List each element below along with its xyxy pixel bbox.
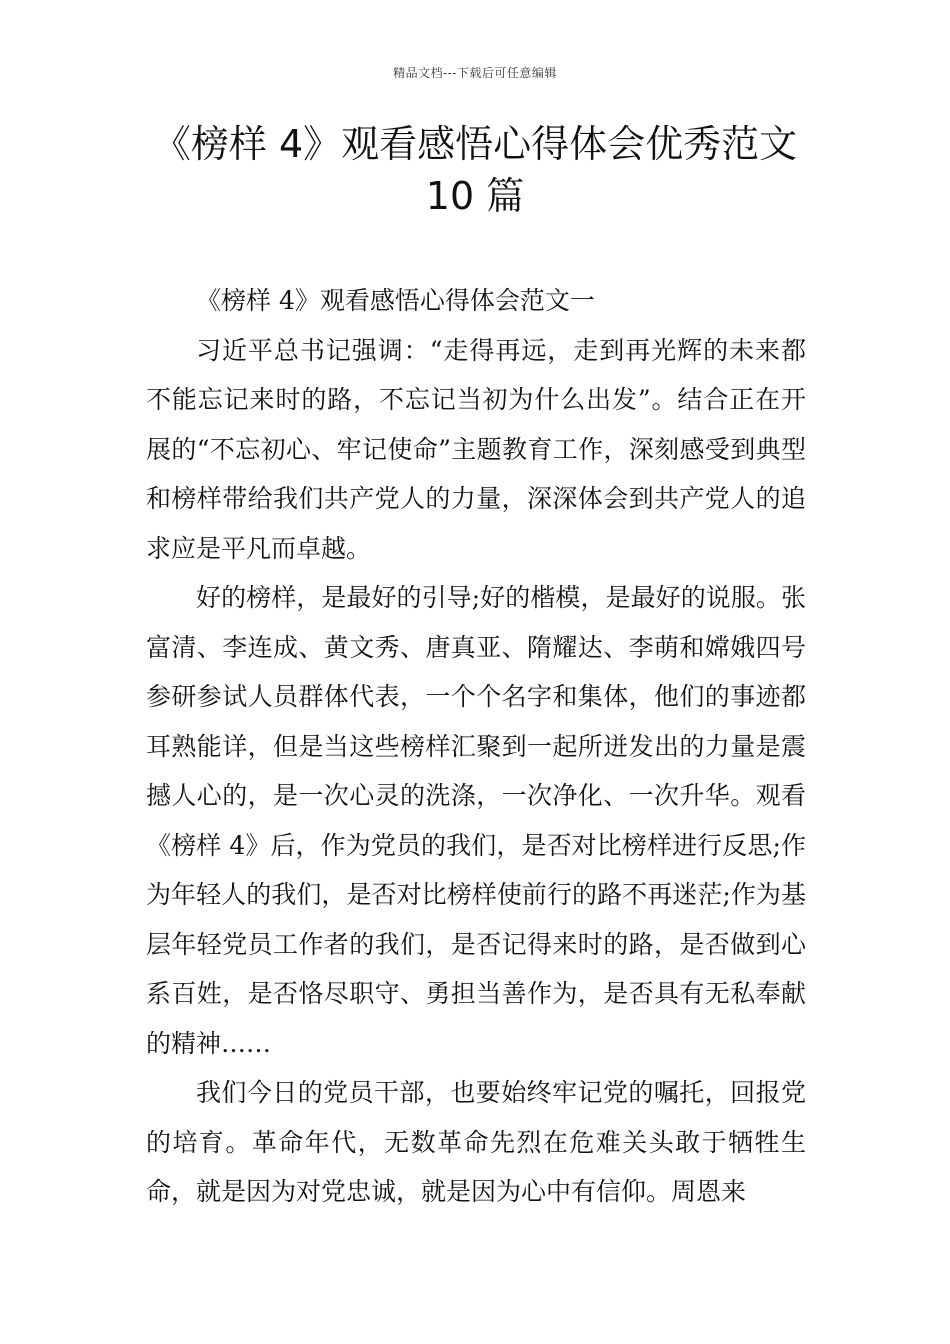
paragraph: 好的榜样，是最好的引导;好的楷模，是最好的说服。张富清、李连成、黄文秀、唐真亚、隋耀达、李萌和嫦娥四号参研参试人员群体代表，一个个名字和集体，他们的事迹都耳熟能详，但是当这些榜样汇聚到一起所迸发出的力量是震撼人心的，是一次心灵的洗涤，一次净化、一次升华。观看《榜样 4》后，作为党员的我们，是否对比榜样进行反思;作为年轻人的我们，是否对比榜样使前行的路不再迷茫;作为基层年轻党员工作者的我们，是否记得来时的路，是否做到心系百姓，是否恪尽职守、勇担当善作为，是否具有无私奉献的精神…… <box>146 583 806 1058</box>
section-heading: 《榜样 4》观看感悟心得体会范文一 <box>196 286 595 315</box>
document-title <box>95 118 855 222</box>
title-line-1: 《榜样 4》观看感悟心得体会优秀范文 <box>152 122 798 166</box>
header-note: 精品文档---下载后可任意编辑 <box>393 66 557 80</box>
paragraph: 习近平总书记强调：“走得再远，走到再光辉的未来都不能忘记来时的路，不忘记当初为什么出发”。结合正在开展的“不忘初心、牢记使命”主题教育工作，深刻感受到典型和榜样带给我们共产党人的力量，深深体会到共产党人的追求应是平凡而卓越。 <box>146 335 806 563</box>
title-line-2: 10 篇 <box>425 174 525 218</box>
document-body <box>146 276 806 1217</box>
paragraph: 我们今日的党员干部，也要始终牢记党的嘱托，回报党的培育。革命年代，无数革命先烈在危难关头敢于牺牲生命，就是因为对党忠诚，就是因为心中有信仰。周恩来 <box>146 1078 806 1206</box>
